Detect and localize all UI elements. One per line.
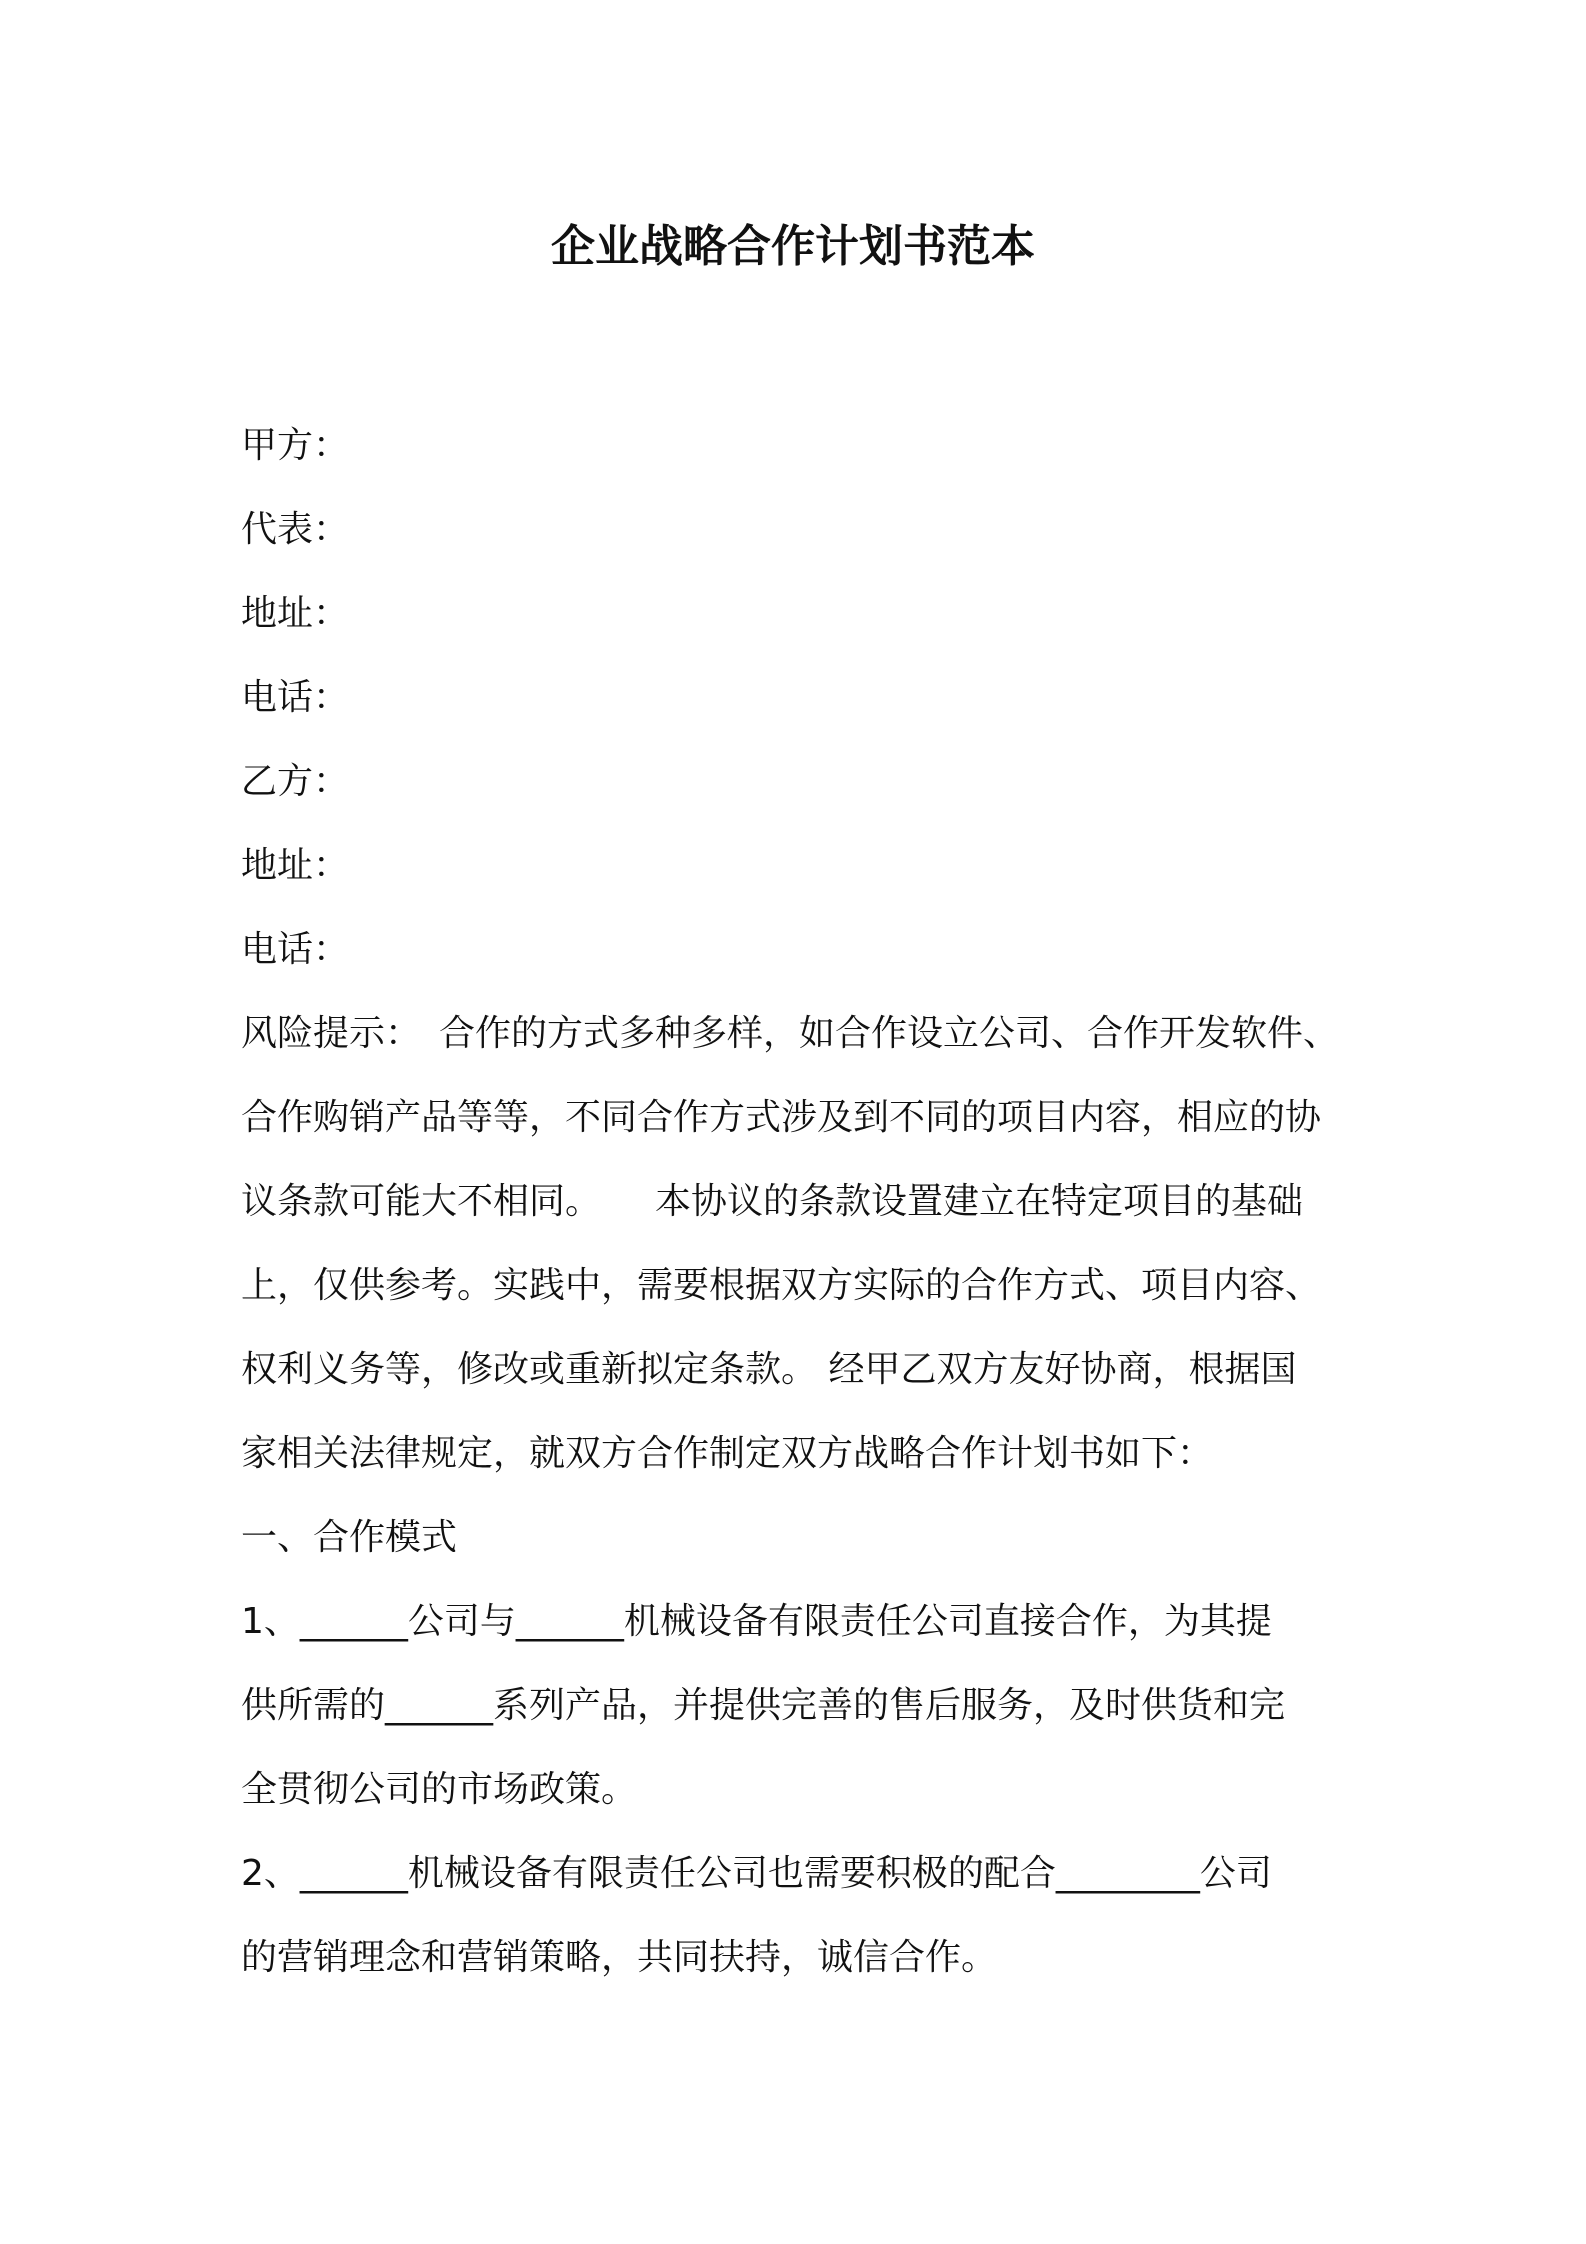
party-a-field: 甲方： — [241, 425, 350, 466]
clause-2-line: 2、______机械设备有限责任公司也需要积极的配合________公司 — [241, 1853, 1272, 1894]
risk-notice-line: 风险提示： 合作的方式多种多样，如合作设立公司、合作开发软件、 — [241, 1013, 1340, 1054]
document-title: 企业战略合作计划书范本 — [551, 221, 1035, 272]
party-b-field: 乙方： — [241, 761, 350, 802]
clause-1-line: 供所需的______系列产品，并提供完善的售后服务，及时供货和完 — [241, 1685, 1286, 1726]
clause-1-line: 1、______公司与______机械设备有限责任公司直接合作，为其提 — [241, 1601, 1272, 1642]
party-a-address-field: 地址： — [241, 593, 350, 634]
risk-notice-line: 议条款可能大不相同。 本协议的条款设置建立在特定项目的基础 — [241, 1181, 1304, 1222]
risk-notice-line: 合作购销产品等等，不同合作方式涉及到不同的项目内容，相应的协 — [241, 1097, 1322, 1138]
clause-1-line: 全贯彻公司的市场政策。 — [241, 1769, 638, 1810]
risk-notice-line: 上，仅供参考。实践中，需要根据双方实际的合作方式、项目内容、 — [241, 1265, 1322, 1306]
party-b-phone-field: 电话： — [241, 929, 350, 970]
risk-notice-line: 权利义务等，修改或重新拟定条款。 经甲乙双方友好协商，根据国 — [241, 1349, 1297, 1390]
document-body — [241, 404, 1351, 2000]
risk-notice-line: 家相关法律规定，就双方合作制定双方战略合作计划书如下： — [241, 1433, 1214, 1474]
party-a-phone-field: 电话： — [241, 677, 350, 718]
section-heading-cooperation-mode: 一、合作模式 — [241, 1517, 458, 1558]
party-b-address-field: 地址： — [241, 845, 350, 886]
representative-field: 代表： — [241, 509, 350, 550]
clause-2-line: 的营销理念和营销策略，共同扶持，诚信合作。 — [241, 1937, 998, 1978]
